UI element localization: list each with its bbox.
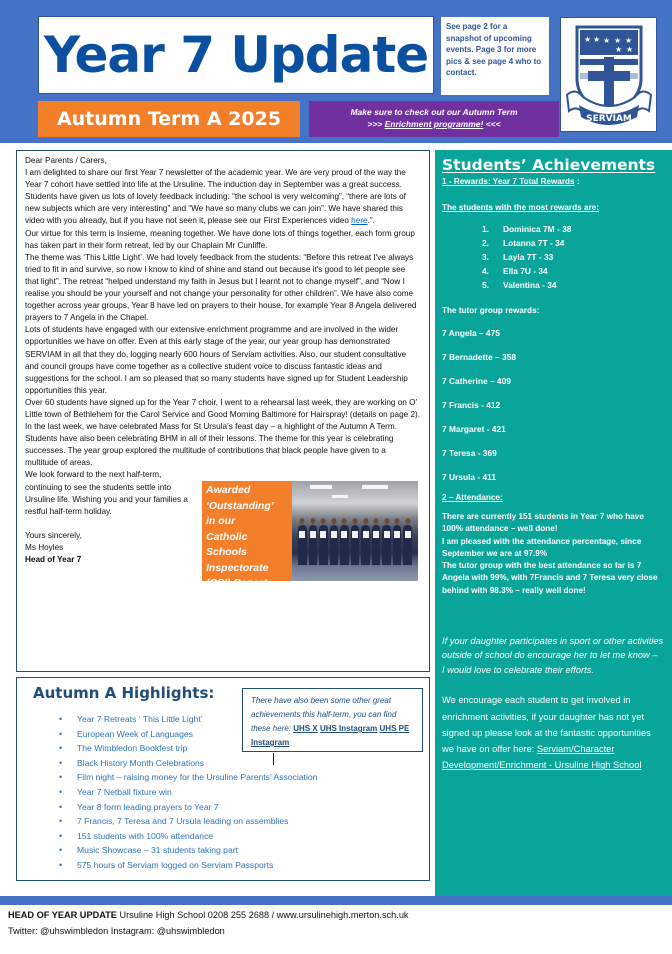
list-item: 3. Layla 7T - 33 [482, 252, 554, 262]
list-item: • European Week of Languages [59, 727, 429, 742]
serviam-enrichment-link[interactable]: Serviam/Character Development/Enrichment - Ursuline High School [442, 743, 642, 771]
serviam-crest-icon [565, 21, 653, 129]
tutor-group-item: 7 Catherine – 409 [442, 376, 511, 386]
footer-contact: Ursuline High School 0208 255 2688 / www.ursulinehigh.merton.sch.uk [116, 910, 409, 920]
award-line: Inspectorate [206, 561, 269, 574]
award-line: (CSI) Report [206, 577, 268, 590]
svg-text:★: ★ [602, 35, 610, 45]
title-box [38, 16, 434, 94]
enrichment-prefix: >>> [367, 119, 385, 129]
letter-text: I am delighted to share our first Year 7 newsletter of the academic year. We are very proud of the way the Year 7 cohort have settled into life at the Ursuline. The induction day in September was a great success. Students have given us lots of lovely feedback including: “the school is very welcoming”, “there are lots of new subjects which are very interesting” and “We have so many clubs we can join”. We have shared this video with you already, but if you have not seen it, please see our First Experiences video [25, 168, 406, 226]
term-badge [38, 101, 300, 137]
list-item: 1. Dominica 7M - 38 [482, 224, 572, 234]
first-experiences-video-link[interactable]: here [351, 216, 368, 226]
svg-text:★: ★ [624, 35, 632, 45]
autumn-highlights-panel [16, 677, 430, 881]
svg-text:SERVIAM: SERVIAM [585, 113, 632, 124]
tutor-rewards-heading: The tutor group rewards: [442, 306, 540, 315]
list-item: • Year 8 form leading prayers to Year 7 [59, 800, 429, 815]
term-label: Autumn Term A 2025 [56, 108, 282, 130]
tutor-group-item: 7 Angela – 475 [442, 328, 500, 338]
enrichment-encouragement: We encourage each student to get involved in enrichment activities, if your daughter has not yet signed up please look at the fantastic opportunities we have on offer here: Serviam/Character Development/Enrichment - Ursuline High School [442, 695, 651, 771]
tutor-group-item: 7 Teresa - 369 [442, 448, 497, 458]
letter-paragraph: Our virtue for this term is Insieme, meaning together. We have done lots of things together, each form group has taken part in their form retreat, led by our Chaplain Mr Cunliffe. [25, 228, 415, 250]
letter-paragraph: Lots of students have engaged with our extensive enrichment programme and are involved in the wider opportunities we have on offer. Even at this early stage of the year, our year group has demonstrated SERVIAM in all that they do, logging nearly 600 hours of Serviam activities. Also, our student consultative and council groups have come together as a collective student voice to discuss fantastic ideas and suggestions for the school. I am so pleased that so many students have signed up for Student Leadership opportunities this year. [25, 325, 408, 395]
students-achievements-sidebar [435, 150, 672, 896]
award-line: Awarded [206, 484, 251, 497]
list-item: • 575 hours of Serviam logged on Serviam Passports [59, 858, 429, 873]
svg-text:★: ★ [614, 44, 622, 54]
letter-paragraph: We look forward to the next half-term, continuing to see the students settle into Ursuline life. Wishing you and your families a restful half-term holiday. [25, 470, 188, 516]
celebrate-efforts-note: If your daughter participates in sport or other activities outside of school do encourage her to let me know – I would love to celebrate their efforts. [442, 636, 664, 675]
list-item: 5. Valentina - 34 [482, 280, 557, 290]
highlights-title: Autumn A Highlights: [33, 684, 215, 702]
uhs-instagram-link[interactable]: UHS Instagram [319, 724, 378, 733]
top-students-list [482, 222, 665, 292]
list-item: • Black History Month Celebrations [59, 756, 429, 771]
enrichment-programme-link[interactable]: Enrichment programme! [384, 119, 484, 129]
page-title: Year 7 Update [43, 26, 429, 84]
letter-paragraph: In the last week, we have celebrated Mass for St Ursula’s feast day – a highlight of the Autumn A Term. Students have also been celebrating BHM in all of their lessons. The theme for this year is celebrating successes. The year group explored the multitude of contributions that black people have given to a multitude of areas. [25, 422, 397, 468]
letter-paragraph: The theme was ‘This Little Light’. We had lovely feedback from the students: “Before this retreat I've always tried to fit in and survive, so now I know to kind of shine and stand out because it's good to let people see that light”. The retreat “helped understand my faith in Jesus but I learnt not to change myself”, and “Now I realise you should be your yourself and not change your personality for other children”. We have also come together across year groups, Year 8 have led on prayers to their house, for example Year 8 Angela delivered prayers to 7 Angela in the Chapel. [25, 252, 417, 323]
uhs-x-link[interactable]: UHS X [293, 724, 318, 733]
rewards-heading: 1 - Rewards: Year 7 Total Rewards : [442, 177, 580, 186]
award-line: in our [206, 515, 236, 528]
tutor-group-item: 7 Ursula - 411 [442, 472, 497, 482]
school-crest [560, 17, 657, 132]
svg-text:★: ★ [625, 44, 633, 54]
footer-social: Twitter: @uhswimbledon Instagram: @uhswimbledon [8, 926, 225, 936]
letter-paragraph: Over 60 students have signed up for the Year 7 choir, I went to a rehearsal last week, they are working on O’ Little town of Bethlehem for the Carol Service and Good Morning Baltimore for Hairspray! (details on page 2). [25, 397, 421, 419]
most-rewards-heading: The students with the most rewards are: [442, 203, 599, 212]
enrichment-callout [309, 101, 559, 137]
students-outstanding-photo [292, 481, 418, 581]
tutor-group-item: 7 Bernadette – 358 [442, 352, 517, 362]
svg-text:★: ★ [583, 34, 591, 44]
head-of-year-letter [16, 150, 430, 672]
letter-closing [25, 469, 421, 590]
signatory-role: Head of Year 7 [25, 555, 82, 564]
letter-text: .”. [367, 216, 375, 226]
list-item: • 7 Francis, 7 Teresa and 7 Ursula leading on assemblies [59, 814, 429, 829]
page-guide-note: See page 2 for a snapshot of upcoming events. Page 3 for more pics & see page 4 who to contact. [441, 17, 549, 95]
list-item: • The Wimbledon Bookfest trip [59, 741, 429, 756]
uhs-pe-instagram-link[interactable]: UHS PE Instagram [251, 724, 410, 747]
sign-off: Yours sincerely, [25, 530, 82, 540]
callout-connector-line [273, 753, 274, 765]
letter-paragraph [25, 167, 421, 227]
footer-bar [0, 896, 672, 905]
csi-award-panel [202, 481, 418, 590]
other-achievements-text: There have also been some other great achievements this half-term, you can find these here: [251, 696, 397, 733]
enrichment-line: Make sure to check out our Autumn Term [350, 107, 518, 117]
award-line: ‘Outstanding’ [206, 499, 274, 512]
list-item: 2. Lotanna 7T - 34 [482, 238, 565, 248]
tutor-group-item: 7 Francis - 412 [442, 400, 501, 410]
footer [8, 907, 409, 939]
footer-label: HEAD OF YEAR UPDATE [8, 910, 117, 920]
other-achievements-callout [242, 688, 423, 752]
signatory-name: Ms Hoyles [25, 542, 64, 552]
list-item: • 151 students with 100% attendance [59, 829, 429, 844]
attendance-heading: 2 – Attendance: [442, 493, 503, 502]
letter-greeting: Dear Parents / Carers, [25, 156, 107, 165]
award-text [202, 481, 292, 590]
svg-text:★: ★ [592, 34, 600, 44]
svg-text:★: ★ [613, 35, 621, 45]
list-item: 4. Ella 7U - 34 [482, 266, 548, 276]
enrichment-suffix: <<< [483, 119, 501, 129]
list-item: • Year 7 Retreats ‘ This Little Light’ [59, 712, 429, 727]
list-item: • Year 7 Netball fixture win [59, 785, 429, 800]
tutor-group-item: 7 Margaret - 421 [442, 424, 506, 434]
list-item: • Film night – raising money for the Ursuline Parents’ Association [59, 770, 429, 785]
achievements-title: Students’ Achievements [442, 156, 656, 174]
list-item: • Music Showcase – 31 students taking part [59, 843, 429, 858]
attendance-text: There are currently 151 students in Year 7 who have 100% attendance – well done! I am pleased with the attendance percentage, since September we are at 97.9% The tutor group with the best attendance so far is 7 Angela with 99%, with 7Francis and 7 Teresa very close behind with 98.3% – really well done! [442, 512, 658, 595]
award-line: Catholic Schools [206, 530, 248, 559]
